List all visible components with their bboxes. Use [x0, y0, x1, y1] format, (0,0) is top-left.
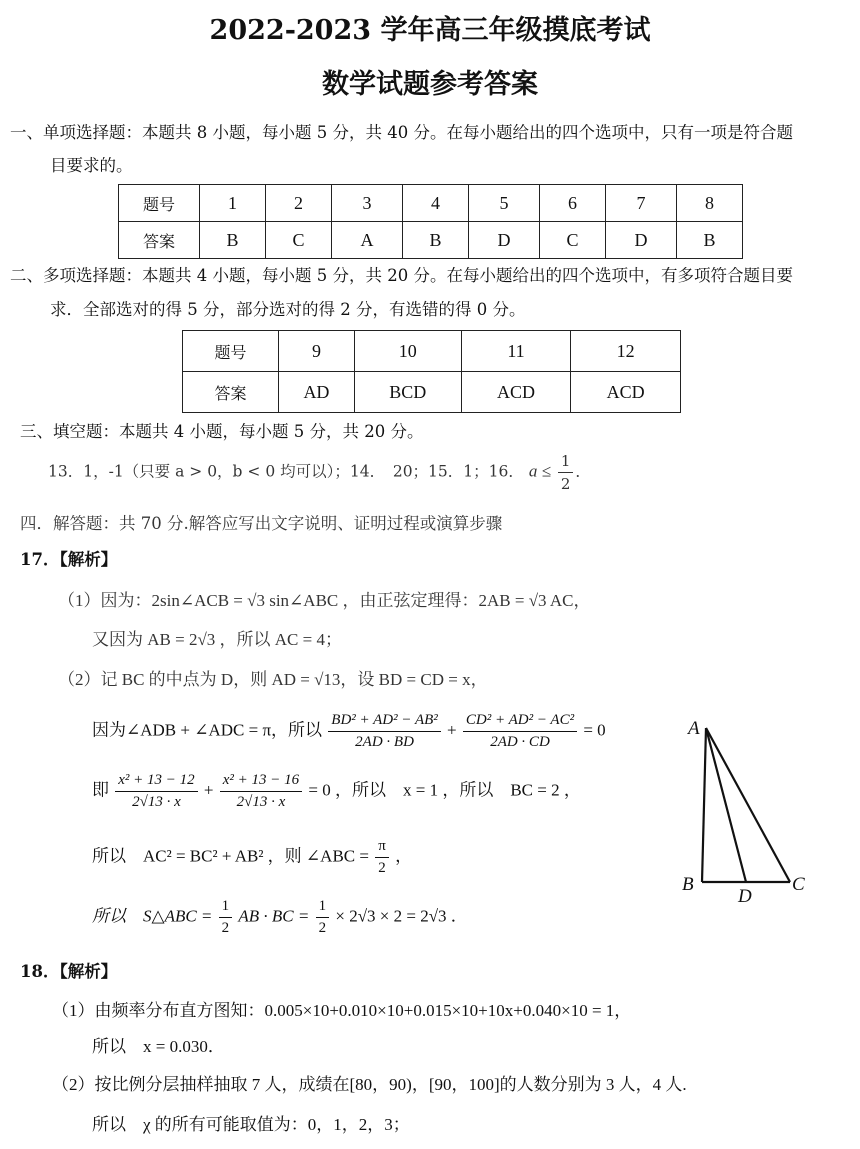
question-number-cell: 3 [332, 185, 403, 222]
answer-cell: AD [279, 372, 355, 413]
fill-16-end: ． [575, 462, 591, 481]
q17-part2-cosine-equation [92, 712, 606, 751]
fraction-denominator: 2√13 · x [236, 794, 286, 810]
q18-part1-line1: （1）由频率分布直方图知：0.005×10+0.010×10+0.015×10+10x+0.040×10 = 1， [52, 1001, 632, 1020]
section4-instructions: 四．解答题：共 70 分.解答应写出文字说明、证明过程或演算步骤 [20, 514, 503, 533]
plus-sign: + [203, 780, 214, 800]
q17-part1-line2: 又因为 AB = 2√3 ，所以 AC = 4； [92, 630, 342, 649]
answer-cell: ACD [571, 372, 681, 413]
answer-cell: ACD [461, 372, 571, 413]
question-number-cell: 9 [279, 331, 355, 372]
vertex-label-b: B [682, 874, 694, 895]
fraction-denominator: 2 [318, 920, 327, 936]
segment-ac [706, 728, 790, 882]
q18-part2-line1: （2）按比例分层抽样抽取 7 人，成绩在[80，90)，[90，100]的人数分别为 3 人，4 人. [52, 1075, 687, 1094]
equation-suffix: = 0 ，所以 x = 1 ，所以 BC = 2 ， [308, 780, 581, 800]
triangle-figure [680, 712, 820, 912]
point-label-d: D [738, 886, 752, 907]
fraction-denominator: 2 [560, 475, 571, 493]
answer-cell: A [332, 222, 403, 259]
equation-suffix: ， [395, 846, 413, 866]
q17-part1-line1: （1）因为：2sin∠ACB = √3 sin∠ABC ，由正弦定理得：2AB = √3 AC， [58, 591, 591, 610]
section2-instructions-line2: 求．全部选对的得 5 分，部分选对的得 2 分，有选错的得 0 分。 [50, 300, 526, 319]
question-number-cell: 5 [468, 185, 539, 222]
q17-part2-right-angle [92, 838, 412, 877]
section2-instructions-line1: 二、多项选择题：本题共 4 小题，每小题 5 分，共 20 分。在每小题给出的四个选项中，有多项符合题目要 [10, 266, 793, 285]
fraction-denominator: 2AD · BD [355, 734, 414, 750]
fill-16-answer-prefix: a ≤ [528, 461, 551, 481]
question-number-cell: 8 [676, 185, 742, 222]
fraction-denominator: 2 [221, 920, 230, 936]
equation-prefix: 因为∠ADB + ∠ADC = π，所以 [92, 720, 323, 740]
fraction-numerator: π [375, 838, 389, 858]
page-title: 2022-2023 学年高三年级摸底考试 [209, 15, 651, 46]
fraction [220, 772, 302, 811]
fraction [328, 712, 441, 751]
fraction-denominator: 2AD · CD [490, 734, 550, 750]
fraction-denominator: 2 [378, 860, 386, 876]
single-choice-answer-table [118, 184, 743, 259]
fraction [115, 772, 197, 811]
q17-part2-substitution [92, 772, 581, 811]
fill-in-answers [48, 452, 591, 493]
fraction [463, 712, 577, 751]
question-number-cell: 4 [402, 185, 468, 222]
fill-16-fraction [558, 452, 574, 493]
question-number-cell: 7 [605, 185, 676, 222]
fill-in-answers-13-16: 13．1，-1（只要 a > 0，b < 0 均可以）；14． 20；15．1；16． [48, 462, 524, 481]
q18-part2-line2: 所以 χ 的所有可能取值为：0，1，2，3； [92, 1115, 410, 1134]
question-number-cell: 11 [461, 331, 571, 372]
vertex-label-c: C [792, 874, 805, 895]
fraction-numerator: 1 [219, 898, 233, 918]
question-number-cell: 12 [571, 331, 681, 372]
section3-instructions: 三、填空题：本题共 4 小题，每小题 5 分，共 20 分。 [20, 422, 424, 441]
question-number-cell: 2 [266, 185, 332, 222]
fraction-numerator: CD² + AD² − AC² [463, 712, 577, 732]
question-number-cell: 10 [354, 331, 461, 372]
equation-suffix: = 0 [583, 720, 606, 740]
equation-middle: AB · BC = [238, 906, 310, 926]
answer-cell: D [468, 222, 539, 259]
fraction [219, 898, 233, 937]
fraction-numerator: x² + 13 − 12 [115, 772, 197, 792]
fraction-numerator: x² + 13 − 16 [220, 772, 302, 792]
fraction-numerator: BD² + AD² − AB² [328, 712, 441, 732]
multi-choice-answer-table [182, 330, 681, 413]
fraction-denominator: 2√13 · x [132, 794, 181, 810]
answer-cell: B [402, 222, 468, 259]
equation-prefix: 所以 S△ABC = [92, 906, 213, 926]
fraction [375, 838, 389, 877]
table-header-cell: 答案 [183, 372, 279, 413]
answer-cell: B [200, 222, 266, 259]
q18-heading: 18．【解析】 [20, 962, 118, 981]
table-header-cell: 题号 [183, 331, 279, 372]
equation-prefix: 即 [92, 780, 109, 800]
page-subtitle: 数学试题参考答案 [322, 69, 538, 100]
table-header-cell: 答案 [119, 222, 200, 259]
vertex-label-a: A [688, 718, 700, 739]
answer-cell: C [539, 222, 605, 259]
question-number-cell: 1 [200, 185, 266, 222]
question-number-cell: 6 [539, 185, 605, 222]
equation-suffix: × 2√3 × 2 = 2√3 ． [335, 906, 468, 926]
section1-instructions-line2: 目要求的。 [50, 156, 133, 175]
answer-cell: BCD [354, 372, 461, 413]
segment-ad [706, 728, 746, 882]
answer-cell: D [605, 222, 676, 259]
section1-instructions-line1: 一、单项选择题：本题共 8 小题，每小题 5 分，共 40 分。在每小题给出的四个选项中，只有一项是符合题 [10, 123, 793, 142]
q18-part1-line2: 所以 x = 0.030． [92, 1037, 225, 1056]
fraction [316, 898, 330, 937]
fraction-numerator: 1 [558, 452, 574, 473]
table-header-cell: 题号 [119, 185, 200, 222]
segment-ab [702, 728, 706, 882]
equation-prefix: 所以 AC² = BC² + AB² ，则 ∠ABC = [92, 846, 369, 866]
answer-cell: C [266, 222, 332, 259]
q17-part2-line1: （2）记 BC 的中点为 D，则 AD = √13，设 BD = CD = x， [58, 670, 488, 689]
q17-heading: 17．【解析】 [20, 550, 118, 569]
q17-part2-area [92, 898, 468, 937]
fraction-numerator: 1 [316, 898, 330, 918]
plus-sign: + [447, 720, 457, 740]
answer-cell: B [676, 222, 742, 259]
